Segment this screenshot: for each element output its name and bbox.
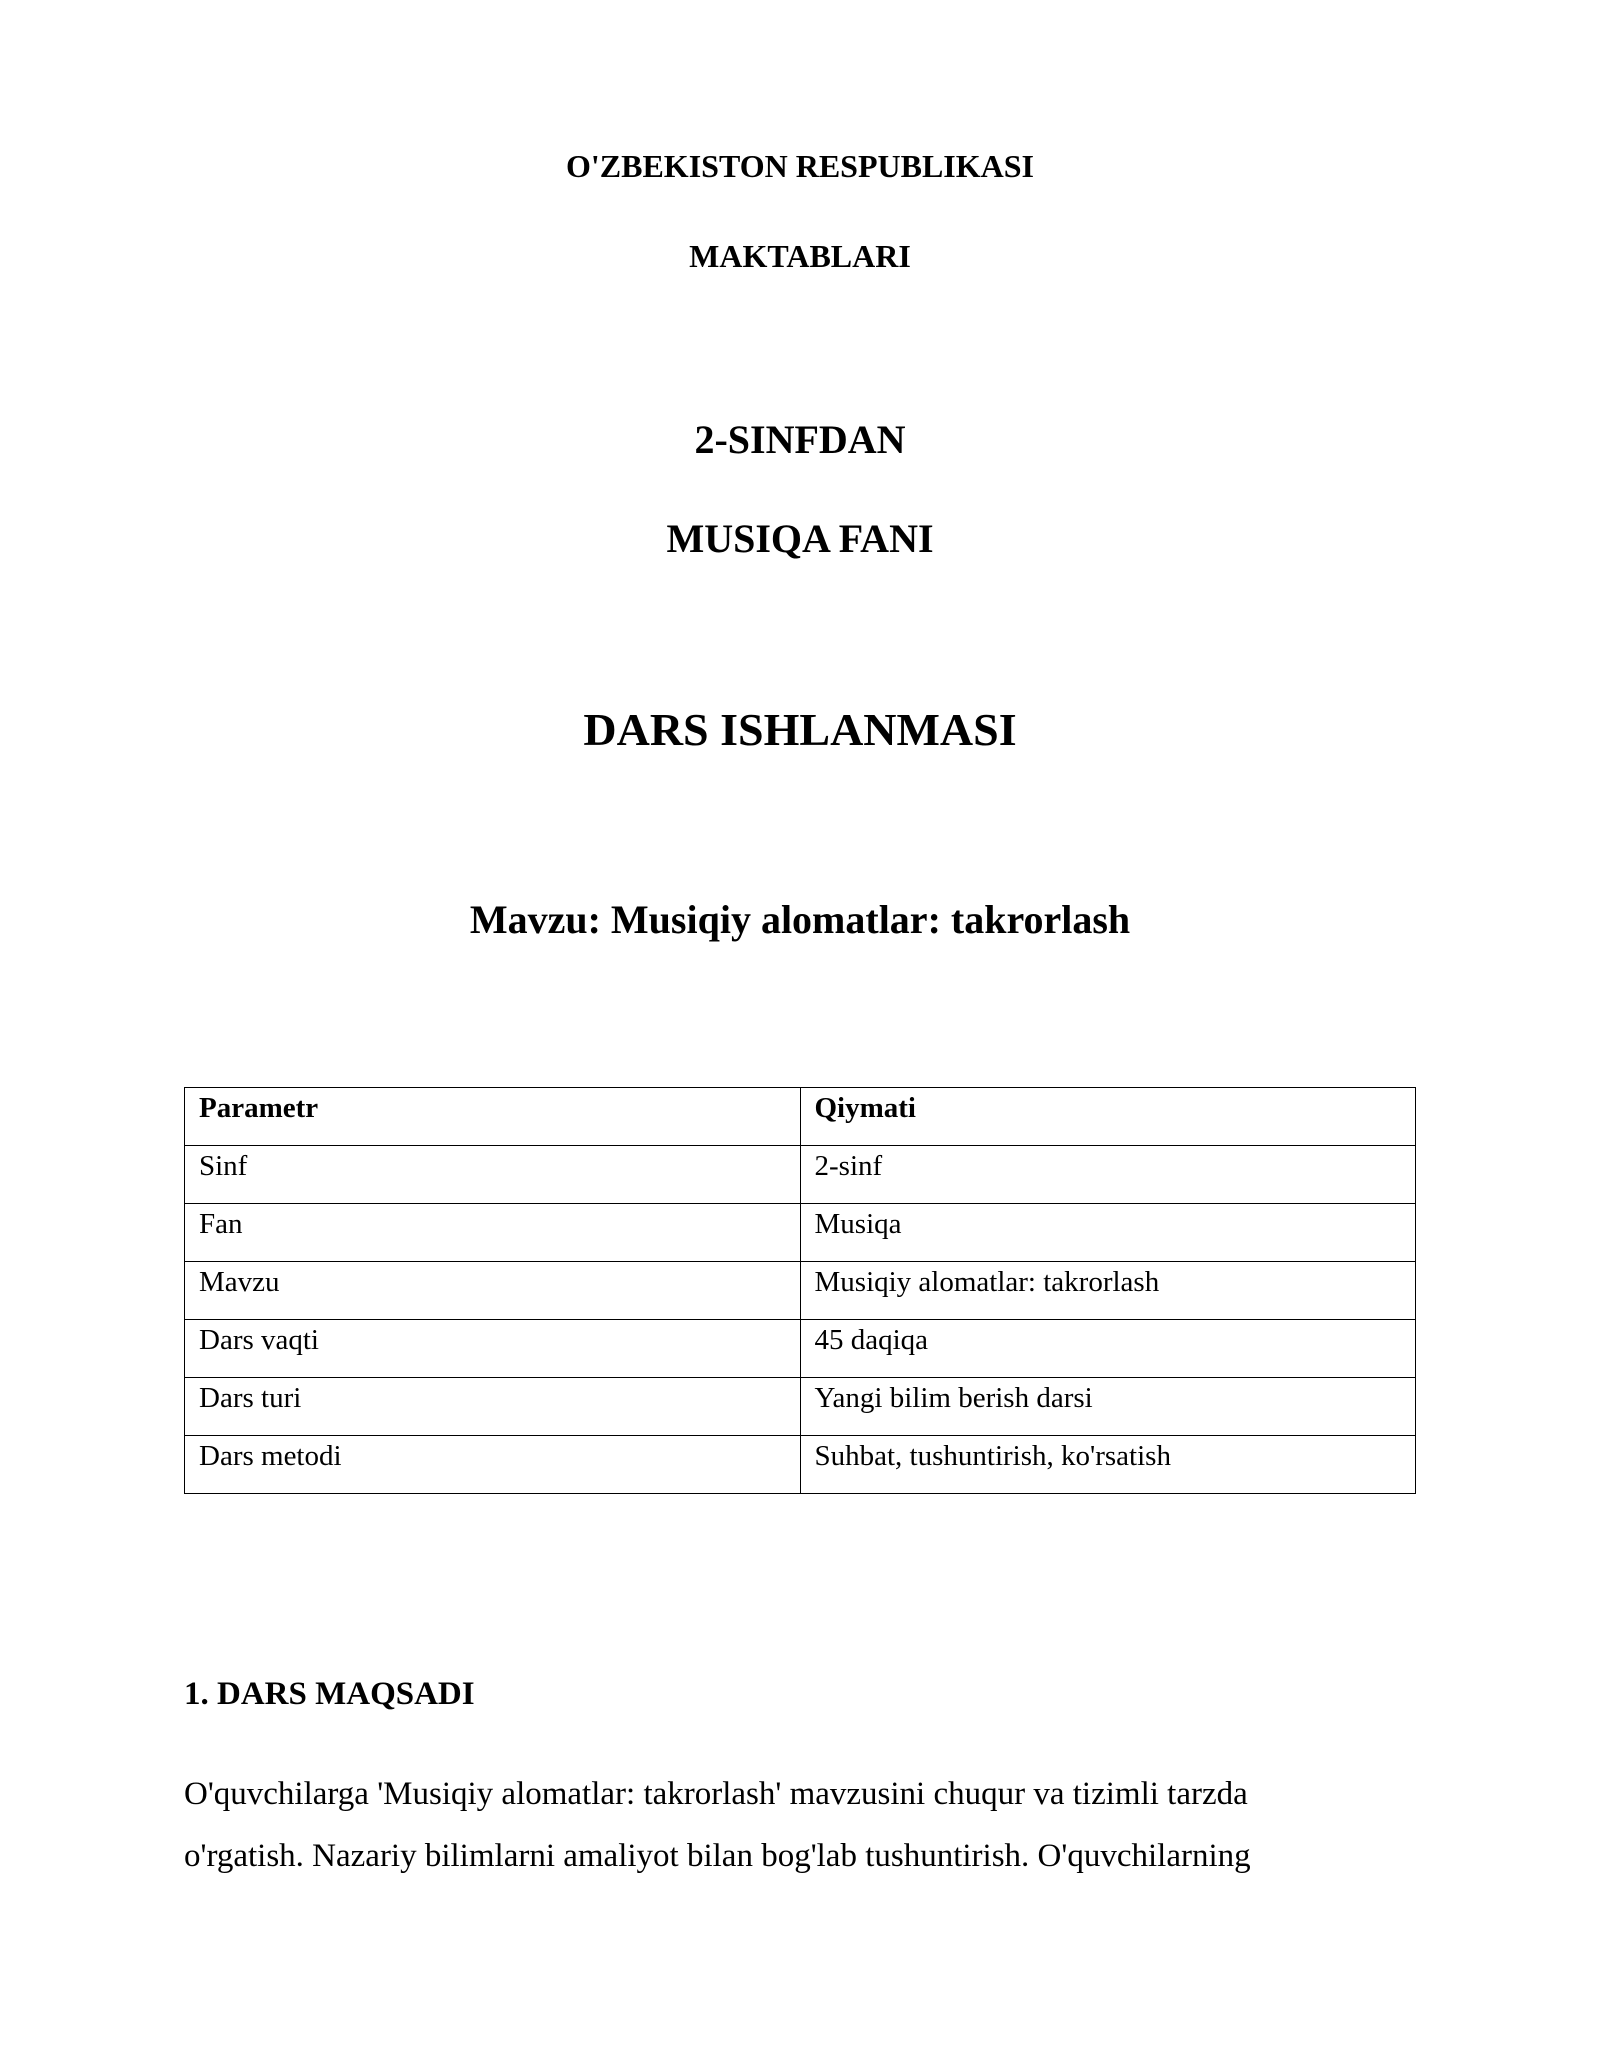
table-row <box>185 1436 1416 1494</box>
row-parameter-cell: Sinf <box>185 1146 801 1204</box>
row-parameter-cell: Dars turi <box>185 1378 801 1436</box>
column-header-value: Qiymati <box>800 1088 1416 1146</box>
org-name-line1: O'ZBEKISTON RESPUBLIKASI <box>565 148 1034 184</box>
document-title: DARS ISHLANMASI <box>583 704 1017 755</box>
row-parameter-cell: Fan <box>185 1204 801 1262</box>
section-heading-lesson-goal: 1. DARS MAQSADI <box>184 1676 475 1712</box>
column-header-parameter: Parametr <box>185 1088 801 1146</box>
row-parameter-cell: Mavzu <box>185 1262 801 1320</box>
topic-heading: Mavzu: Musiqiy alomatlar: takrorlash <box>469 897 1131 942</box>
table-header-row <box>185 1088 1416 1146</box>
table-row <box>185 1146 1416 1204</box>
row-value-cell: 45 daqiqa <box>800 1320 1416 1378</box>
org-name-line2: MAKTABLARI <box>689 238 911 274</box>
table-row <box>185 1204 1416 1262</box>
lesson-goal-paragraph <box>184 1763 1416 1887</box>
row-parameter-cell: Dars metodi <box>185 1436 801 1494</box>
parameters-table <box>184 1087 1416 1494</box>
subject-heading: MUSIQA FANI <box>666 516 934 561</box>
row-value-cell: Suhbat, tushuntirish, ko'rsatish <box>800 1436 1416 1494</box>
row-value-cell: 2-sinf <box>800 1146 1416 1204</box>
row-value-cell: Yangi bilim berish darsi <box>800 1378 1416 1436</box>
paragraph-line: O'quvchilarga 'Musiqiy alomatlar: takrorlash' mavzusini chuqur va tizimli tarzda <box>184 1776 1248 1812</box>
table-row <box>185 1262 1416 1320</box>
paragraph-line: o'rgatish. Nazariy bilimlarni amaliyot bilan bog'lab tushuntirish. O'quvchilarning <box>184 1838 1251 1874</box>
row-value-cell: Musiqa <box>800 1204 1416 1262</box>
table-row <box>185 1320 1416 1378</box>
row-parameter-cell: Dars vaqti <box>185 1320 801 1378</box>
table-row <box>185 1378 1416 1436</box>
row-value-cell: Musiqiy alomatlar: takrorlash <box>800 1262 1416 1320</box>
grade-heading: 2-SINFDAN <box>694 417 906 462</box>
